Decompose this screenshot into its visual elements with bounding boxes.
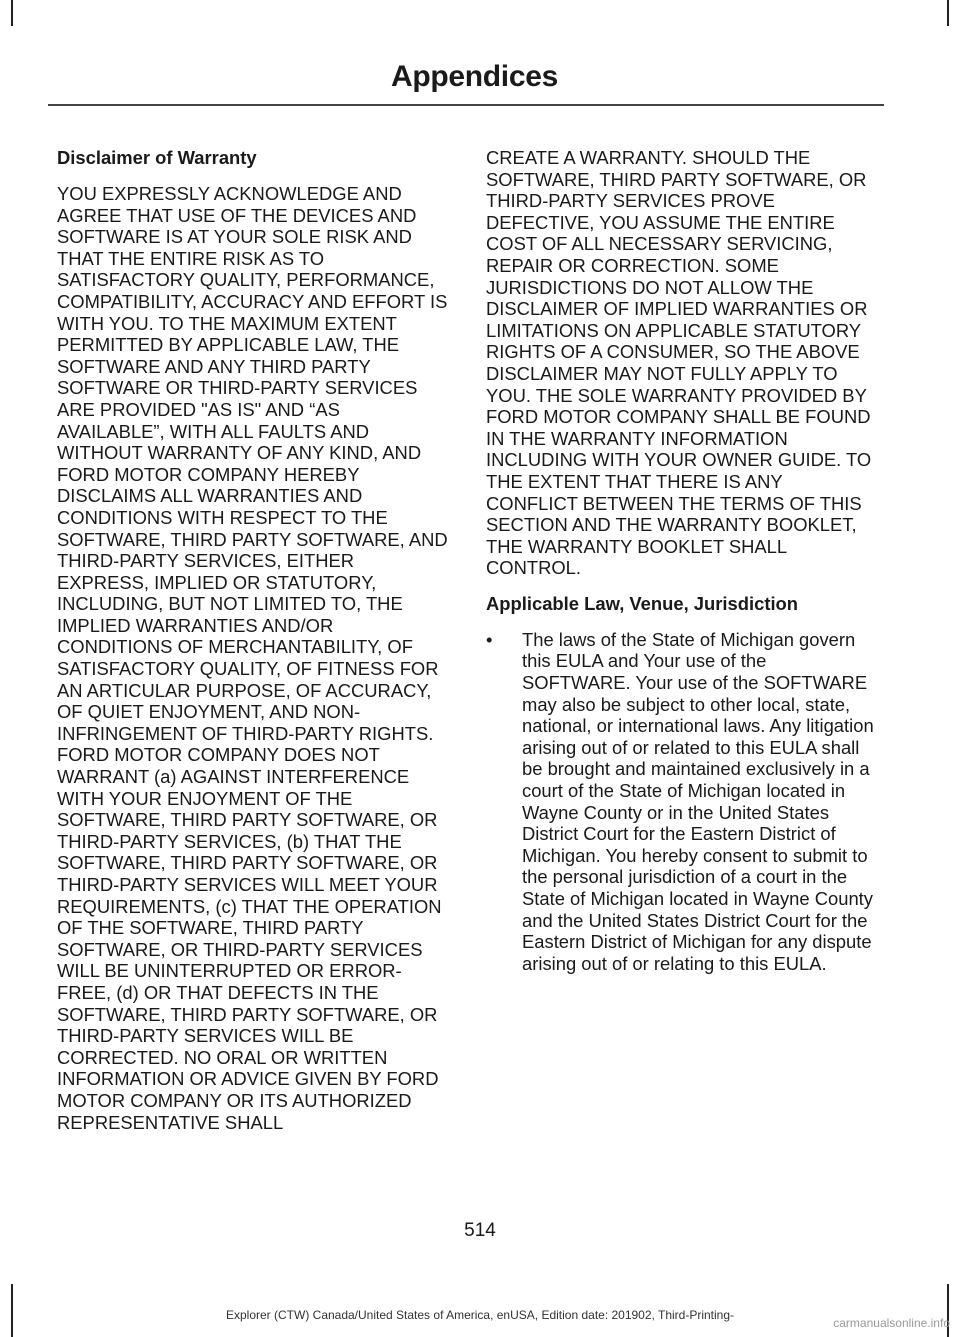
page-number: 514 [464, 1220, 496, 1241]
footer-edition-info: Explorer (CTW) Canada/United States of America, enUSA, Edition date: 201902, Third-Printing- [225, 1308, 735, 1322]
section-heading-disclaimer: Disclaimer of Warranty [57, 147, 257, 168]
disclaimer-continuation: CREATE A WARRANTY. SHOULD THE SOFTWARE, THIRD PARTY SOFTWARE, OR THIRD-PARTY SERVICES PROVE DEFECTIVE, YOU ASSUME THE ENTIRE COST OF ALL NECESSARY SERVICING, REPAIR OR CORRECTION. SOME JURISDICTIONS DO NOT ALLOW THE DISCLAIMER OF IMPLIED WARRANTIES OR LIMITATIONS ON APPLICABLE STATUTORY RIGHTS OF A CONSUMER, SO THE ABOVE DISCLAIMER MAY NOT FULLY APPLY TO YOU. THE SOLE WARRANTY PROVIDED BY FORD MOTOR COMPANY SHALL BE FOUND IN THE WARRANTY INFORMATION INCLUDING WITH YOUR OWNER GUIDE. TO THE EXTENT THAT THERE IS ANY CONFLICT BETWEEN THE TERMS OF THIS SECTION AND THE WARRANTY BOOKLET, THE WARRANTY BOOKLET SHALL CONTROL. [486, 147, 872, 579]
disclaimer-paragraph: YOU EXPRESSLY ACKNOWLEDGE AND AGREE THAT USE OF THE DEVICES AND SOFTWARE IS AT YOUR SOLE RISK AND THAT THE ENTIRE RISK AS TO SATISFACTORY QUALITY, PERFORMANCE, COMPATIBILITY, ACCURACY AND EFFORT IS WITH YOU. TO THE MAXIMUM EXTENT PERMITTED BY APPLICABLE LAW, THE SOFTWARE AND ANY THIRD PARTY SOFTWARE OR THIRD-PARTY SERVICES ARE PROVIDED "AS IS" AND “AS AVAILABLE”, WITH ALL FAULTS AND WITHOUT WARRANTY OF ANY KIND, AND FORD MOTOR COMPANY HEREBY DISCLAIMS ALL WARRANTIES AND CONDITIONS WITH RESPECT TO THE SOFTWARE, THIRD PARTY SOFTWARE, AND THIRD-PARTY SERVICES, EITHER EXPRESS, IMPLIED OR STATUTORY, INCLUDING, BUT NOT LIMITED TO, THE IMPLIED WARRANTIES AND/OR CONDITIONS OF MERCHANTABILITY, OF SATISFACTORY QUALITY, OF FITNESS FOR AN ARTICULAR PURPOSE, OF ACCURACY, OF QUIET ENJOYMENT, AND NON-INFRINGEMENT OF THIRD-PARTY RIGHTS. FORD MOTOR COMPANY DOES NOT WARRANT (a) AGAINST INTERFERENCE WITH YOUR ENJOYMENT OF THE SOFTWARE, THIRD PARTY SOFTWARE, OR THIRD-PARTY SERVICES, (b) THAT THE SOFTWARE, THIRD PARTY SOFTWARE, OR THIRD-PARTY SERVICES WILL MEET YOUR REQUIREMENTS, (c) THAT THE OPERATION OF THE SOFTWARE, THIRD PARTY SOFTWARE, OR THIRD-PARTY SERVICES WILL BE UNINTERRUPTED OR ERROR-FREE, (d) OR THAT DEFECTS IN THE SOFTWARE, THIRD PARTY SOFTWARE, OR THIRD-PARTY SERVICES WILL BE CORRECTED. NO ORAL OR WRITTEN INFORMATION OR ADVICE GIVEN BY FORD MOTOR COMPANY OR ITS AUTHORIZED REPRESENTATIVE SHALL [57, 183, 448, 1133]
left-column [57, 147, 449, 1147]
list-item-text: The laws of the State of Michigan govern this EULA and Your use of the SOFTWARE. Your use of the SOFTWARE may also be subject to other local, state, national, or international laws. Any litigation arising out of or related to this EULA shall be brought and maintained exclusively in a court of the State of Michigan located in Wayne County or in the United States District Court for the Eastern District of Michigan. You hereby consent to submit to the personal jurisdiction of a court in the State of Michigan located in Wayne County and the United States District Court for the Eastern District of Michigan for any dispute arising out of or relating to this EULA. [522, 628, 874, 974]
watermark: carmanualsonline.info [833, 1316, 950, 1330]
crop-mark-top-right [947, 0, 949, 26]
list-item [486, 629, 878, 975]
section-heading-applicable-law: Applicable Law, Venue, Jurisdiction [486, 592, 799, 614]
page-title: Appendices [390, 60, 558, 93]
bullet-icon: • [486, 628, 493, 650]
crop-mark-top-left [11, 0, 13, 26]
header-divider [48, 104, 884, 106]
right-column [486, 147, 878, 974]
